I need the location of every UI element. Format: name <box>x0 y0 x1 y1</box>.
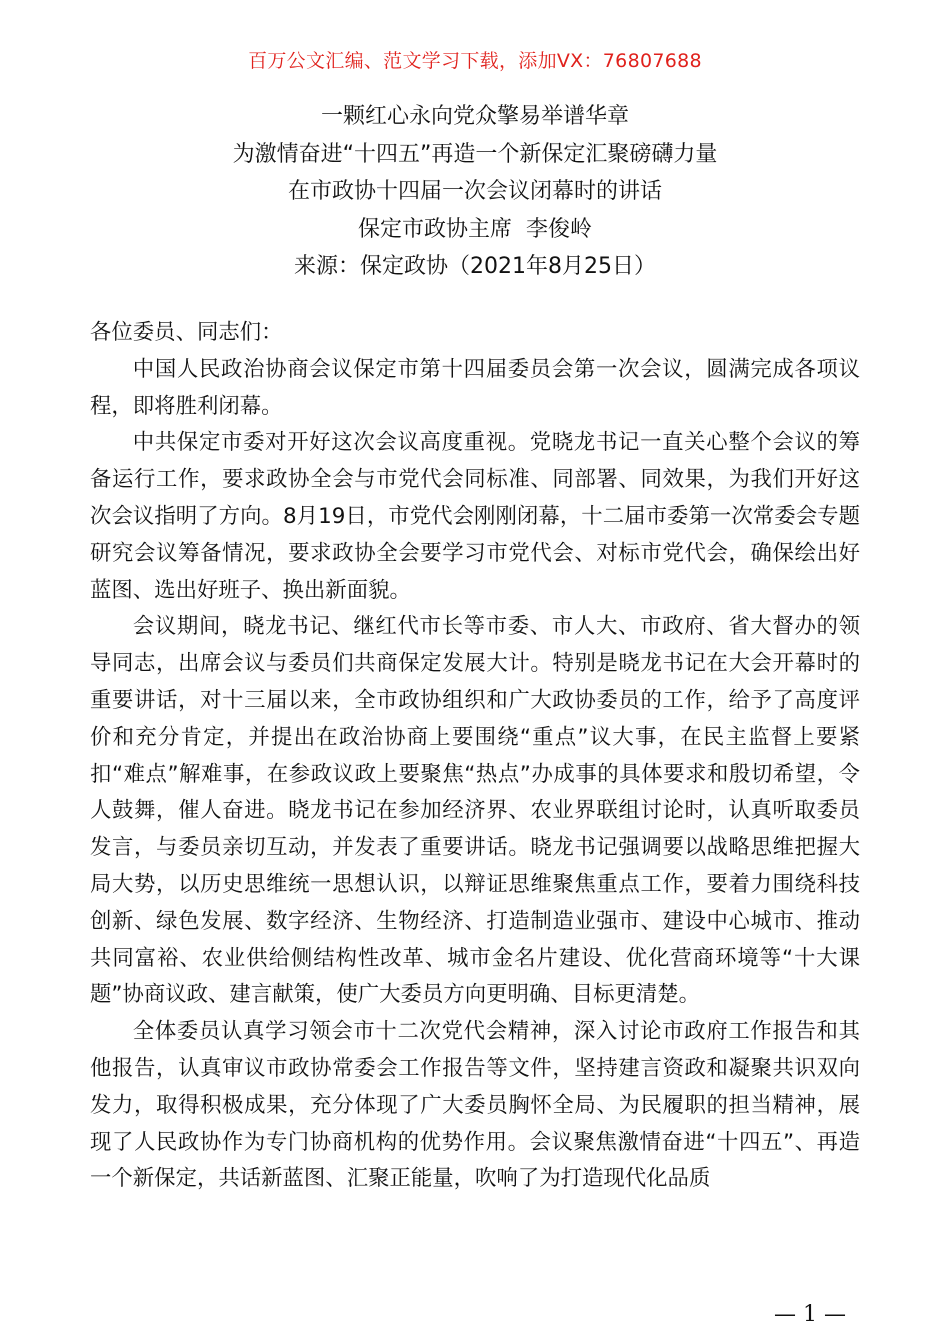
paragraph: 中共保定市委对开好这次会议高度重视。党晓龙书记一直关心整个会议的筹备运行工作，要求政协全会与市党代会同标准、同部署、同效果，为我们开好这次会议指明了方向。8月19日，市党代会刚刚闭幕，十二届市委第一次常委会专题研究会议筹备情况，要求政协全会要学习市党代会、对标市党代会，确保绘出好蓝图、选出好班子、换出新面貌。 <box>90 430 860 603</box>
title-line-2: 为激情奋进“十四五”再造一个新保定汇聚磅礴力量 <box>232 141 718 167</box>
title-block <box>0 98 950 286</box>
speech-body <box>90 315 860 1198</box>
promo-banner: 百万公文汇编、范文学习下载，添加VX：76807688 <box>248 50 702 72</box>
paragraph: 全体委员认真学习领会市十二次党代会精神，深入讨论市政府工作报告和其他报告，认真审议市政协常委会工作报告等文件，坚持建言资政和凝聚共识双向发力，取得积极成果，充分体现了广大委员胸怀全局、为民履职的担当精神，展现了人民政协作为专门协商机构的优势作用。会议聚焦激情奋进“十四五”、再造一个新保定，共话新蓝图、汇聚正能量，吹响了为打造现代化品质 <box>90 1019 860 1192</box>
author-line: 保定市政协主席 李俊岭 <box>358 216 592 242</box>
title-line-3: 在市政协十四届一次会议闭幕时的讲话 <box>287 179 662 204</box>
salutation: 各位委员、同志们： <box>90 320 283 345</box>
page-number: — 1 — <box>774 1302 846 1327</box>
paragraph: 会议期间，晓龙书记、继红代市长等市委、市人大、市政府、省大督办的领导同志，出席会议与委员们共商保定发展大计。特别是晓龙书记在大会开幕时的重要讲话，对十三届以来，全市政协组织和广大政协委员的工作，给予了高度评价和充分肯定，并提出在政治协商上要围绕“重点”议大事，在民主监督上要紧扣“难点”解难事，在参政议政上要聚焦“热点”办成事的具体要求和殷切希望，令人鼓舞，催人奋进。晓龙书记在参加经济界、农业界联组讨论时，认真听取委员发言，与委员亲切互动，并发表了重要讲话。晓龙书记强调要以战略思维把握大局大势，以历史思维统一思想认识，以辩证思维聚焦重点工作，要着力围绕科技创新、绿色发展、数字经济、生物经济、打造制造业强市、建设中心城市、推动共同富裕、农业供给侧结构性改革、城市金名片建设、优化营商环境等“十大课题”协商议政、建言献策，使广大委员方向更明确、目标更清楚。 <box>90 614 860 1008</box>
page-number-footer <box>0 1300 950 1330</box>
paragraph: 中国人民政治协商会议保定市第十四届委员会第一次会议，圆满完成各项议程，即将胜利闭幕。 <box>90 356 860 419</box>
title-line-1: 一颗红心永向党众擎易举谱华章 <box>320 104 629 129</box>
source-line: 来源：保定政协（2021年8月25日） <box>294 254 656 279</box>
